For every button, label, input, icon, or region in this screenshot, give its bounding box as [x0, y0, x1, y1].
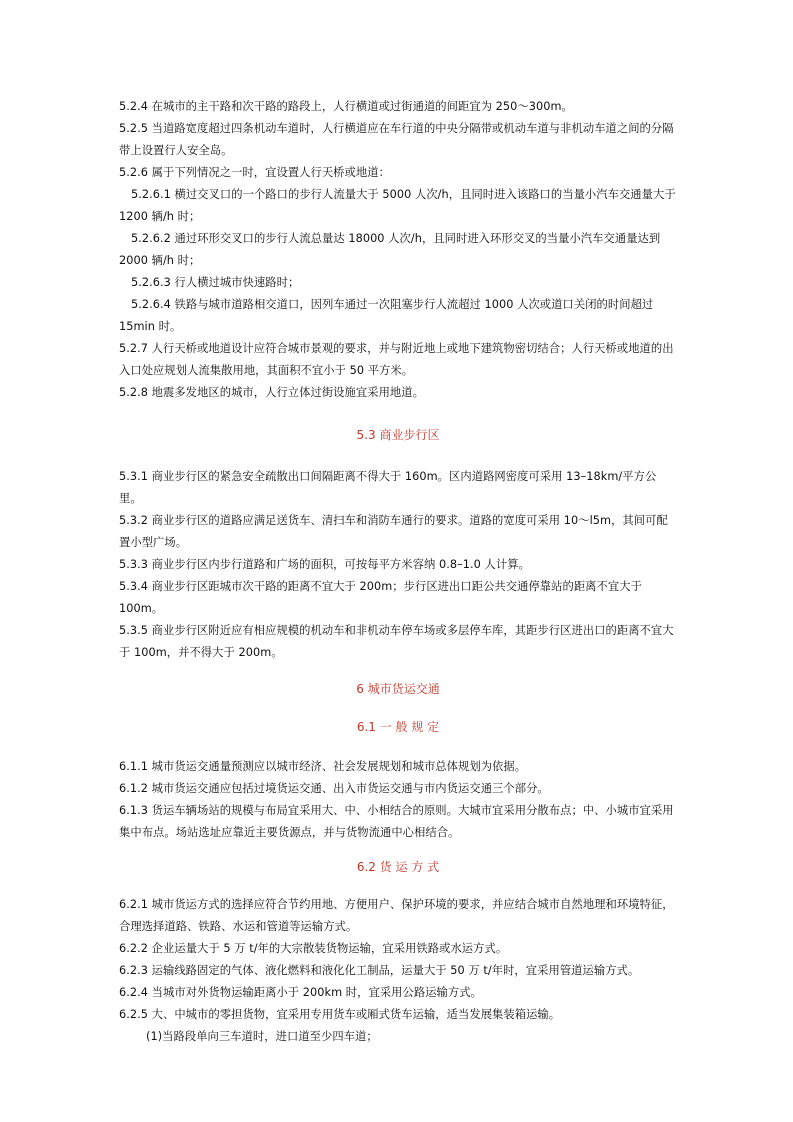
clause-5-3-5: 5.3.5 商业步行区附近应有相应规模的机动车和非机动车停车场或多层停车库，其距步行区进出口的距离不宜大于 100m，并不得大于 200m。	[119, 624, 674, 659]
clause-5-2-6-3: 5.2.6.3 行人横过城市快速路时；	[131, 276, 300, 289]
clause-5-2-6-1: 5.2.6.1 横过交叉口的一个路口的步行人流量大于 5000 人次/h，且同时进入该路口的当量小汽车交通量大于 1200 辆/h 时；	[119, 188, 676, 223]
clause-5-3-4: 5.3.4 商业步行区距城市次干路的距离不宜大于 200m；步行区进出口距公共交通停靠站的距离不宜大于 100m。	[119, 580, 642, 615]
clause-5-2-8: 5.2.8 地震多发地区的城市，人行立体过街设施宜采用地道。	[119, 386, 424, 399]
clause-5-3-2: 5.3.2 商业步行区的道路应满足送货车、清扫车和消防车通行的要求。道路的宽度可采用 10～l5m，其间可配置小型广场。	[119, 514, 668, 549]
clause-6-2-2: 6.2.2 企业运量大于 5 万 t/年的大宗散装货物运输，宜采用铁路或水运方式。	[119, 942, 508, 955]
clause-5-2-6: 5.2.6 属于下列情况之一时，宜设置人行天桥或地道：	[119, 166, 390, 179]
clause-6-2-5-item-1: (1)当路段单向三车道时，进口道至少四车道；	[146, 1030, 378, 1043]
section-heading-6-2: 6.2 货 运 方 式	[356, 860, 440, 874]
clause-6-2-1: 6.2.1 城市货运方式的选择应符合节约用地、方便用户、保护环境的要求，并应结合城市自然地理和环境特征，合理选择道路、铁路、水运和管道等运输方式。	[119, 898, 674, 933]
clause-6-2-4: 6.2.4 当城市对外货物运输距离小于 200km 时，宜采用公路运输方式。	[119, 986, 482, 999]
clause-6-1-3: 6.1.3 货运车辆场站的规模与布局宜采用大、中、小相结合的原则。大城市宜采用分散布点；中、小城市宜采用集中布点。场站选址应靠近主要货源点，并与货物流通中心相结合。	[119, 804, 674, 839]
clause-5-2-7: 5.2.7 人行天桥或地道设计应符合城市景观的要求，并与附近地上或地下建筑物密切结合；人行天桥或地道的出入口处应规划人流集散用地，其面积不宜小于 50 平方米。	[119, 342, 674, 377]
section-heading-6-1: 6.1 一 般 规 定	[356, 720, 440, 734]
clause-5-3-3: 5.3.3 商业步行区内步行道路和广场的面积，可按每平方米容纳 0.8–1.0 人计算。	[119, 558, 530, 571]
clause-5-3-1: 5.3.1 商业步行区的紧急安全疏散出口间隔距离不得大于 160m。区内道路网密度可采用 13–18km/平方公里。	[119, 470, 657, 505]
clause-6-2-3: 6.2.3 运输线路固定的气体、液化燃料和液化化工制品，运量大于 50 万 t/年时，宜采用管道运输方式。	[119, 964, 640, 977]
chapter-heading-6: 6 城市货运交通	[356, 682, 440, 696]
clause-6-1-2: 6.1.2 城市货运交通应包括过境货运交通、出入市货运交通与市内货运交通三个部分。	[119, 782, 549, 795]
clause-6-1-1: 6.1.1 城市货运交通量预测应以城市经济、社会发展规划和城市总体规划为依据。	[119, 760, 527, 773]
clause-6-2-5: 6.2.5 大、中城市的零担货物，宜采用专用货车或厢式货车运输，适当发展集装箱运输。	[119, 1008, 561, 1021]
clause-5-2-6-4: 5.2.6.4 铁路与城市道路相交道口，因列车通过一次阻塞步行人流超过 1000 人次或道口关闭的时间超过 15min 时。	[119, 298, 654, 333]
clause-5-2-4: 5.2.4 在城市的主干路和次干路的路段上，人行横道或过街通道的间距宜为 250～300m。	[119, 100, 573, 113]
clause-5-2-5: 5.2.5 当道路宽度超过四条机动车道时，人行横道应在车行道的中央分隔带或机动车道与非机动车道之间的分隔带上设置行人安全岛。	[119, 122, 674, 157]
clause-5-2-6-2: 5.2.6.2 通过环形交叉口的步行人流总量达 18000 人次/h，且同时进入环形交叉的当量小汽车交通量达到 2000 辆/h 时；	[119, 232, 661, 267]
section-heading-5-3: 5.3 商业步行区	[356, 428, 440, 442]
